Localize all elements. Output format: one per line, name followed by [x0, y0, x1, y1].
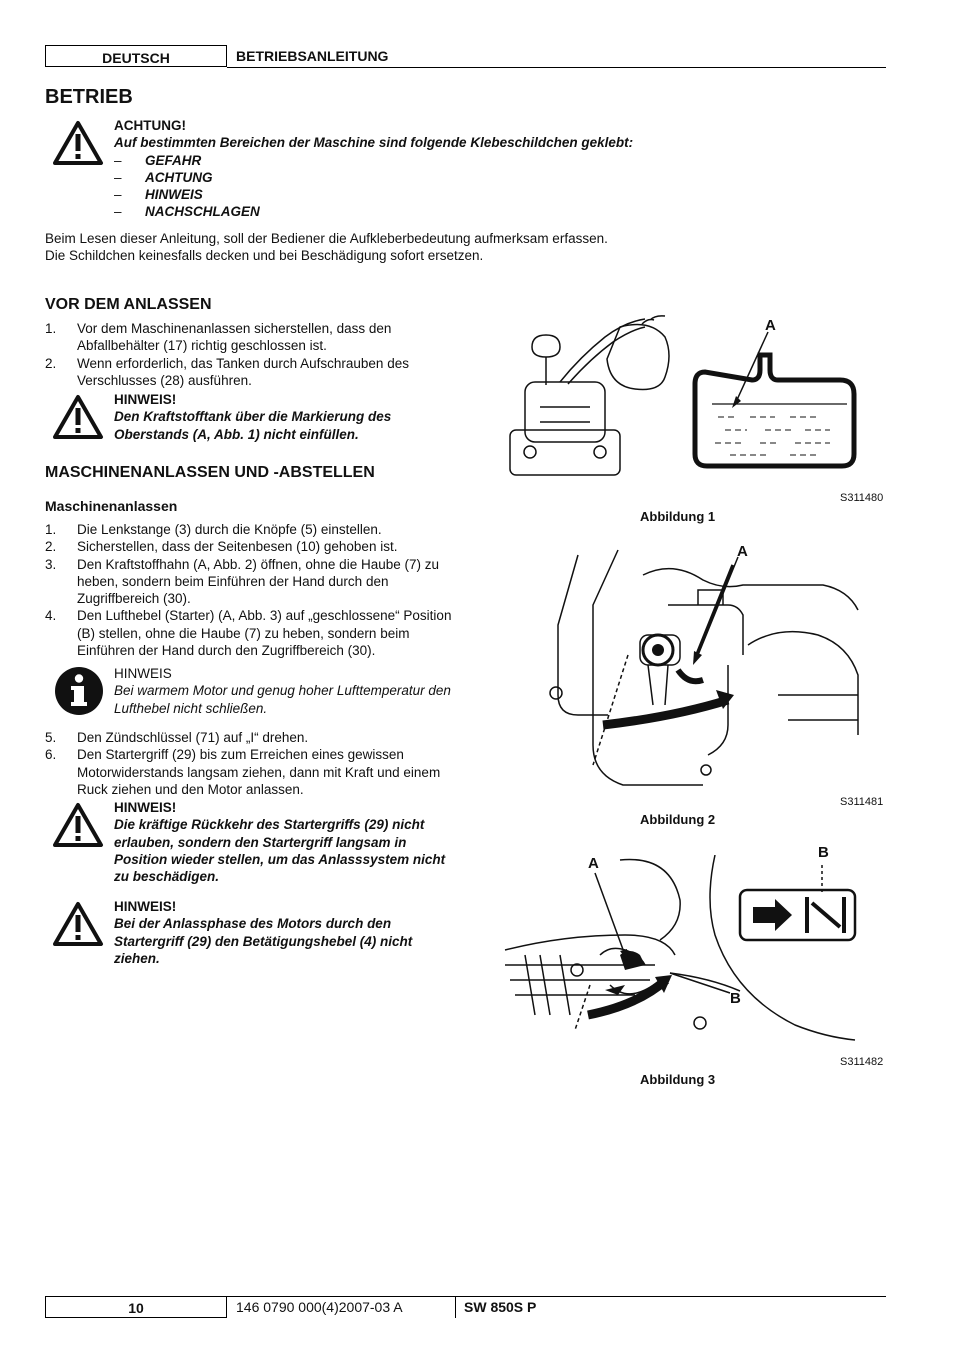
warning-triangle-icon [52, 901, 104, 947]
footer-separator [455, 1296, 456, 1318]
list-item: – GEFAHR [114, 152, 714, 169]
info-label: HINWEIS [114, 666, 172, 681]
warning-notice [114, 117, 714, 221]
figure-3-label-a: A [588, 855, 599, 872]
starter-note [114, 799, 459, 885]
lever-note [114, 898, 459, 967]
note-label: HINWEIS! [114, 800, 177, 815]
warning-text: Auf bestimmten Bereichen der Maschine sind folgende Klebeschildchen geklebt: [114, 135, 634, 151]
info-text: Bei warmem Motor und genug hoher Lufttemperatur den Lufthebel nicht schließen. [114, 683, 451, 716]
header-language: DEUTSCH [45, 45, 227, 67]
warning-triangle-icon [52, 802, 104, 848]
sticker-list [114, 152, 714, 221]
step-item: 2. Sicherstellen, dass der Seitenbesen (10) gehoben ist. [45, 539, 398, 555]
intro-paragraph [45, 230, 865, 265]
list-item: – NACHSCHLAGEN [114, 203, 714, 220]
figure-1-illustration [500, 312, 870, 477]
intro-line: Die Schildchen keinesfalls decken und bei Beschädigung sofort ersetzen. [45, 248, 484, 264]
warning-triangle-icon [52, 120, 104, 166]
header-rule [227, 67, 886, 68]
fuel-tank-shape [525, 382, 605, 442]
list-item: – HINWEIS [114, 186, 714, 203]
figure-3-label-b-top: B [818, 844, 829, 861]
figure-2-code: S311481 [840, 796, 884, 808]
figure-2-caption: Abbildung 2 [640, 812, 716, 827]
info-icon [54, 666, 104, 716]
warning-triangle-icon [52, 394, 104, 440]
before-start-steps [45, 320, 455, 389]
step-item: 3. Den Kraftstoffhahn (A, Abb. 2) öffnen, ohne die Haube (7) zu heben, sondern beim Einführen der Hand durch den Zugriffbereich (30). [45, 556, 439, 607]
figure-1-caption: Abbildung 1 [640, 509, 716, 524]
figure-3-illustration [500, 855, 870, 1050]
note-label: HINWEIS! [114, 899, 177, 914]
step-item: 4. Den Lufthebel (Starter) (A, Abb. 3) auf „geschlossene“ Position (B) stellen, ohne die Haube (7) zu heben, sondern beim Einführen der Hand durch den Zugriffbereich (30). [45, 608, 452, 659]
note-text: Bei der Anlassphase des Motors durch den Startergriff (29) den Betätigungshebel (4) nicht ziehen. [114, 916, 413, 966]
section-title-start-stop: MASCHINENANLASSEN UND -ABSTELLEN [45, 464, 375, 481]
intro-line: Beim Lesen dieser Anleitung, soll der Bediener die Aufkleberbedeutung aufmerksam erfassen. [45, 231, 608, 246]
subsection-title: Maschinenanlassen [45, 498, 178, 514]
note-text: Die kräftige Rückkehr des Startergriffs (29) nicht erlauben, sondern den Startergriff langsam in Position wieder stellen, um das Anlasssystem nicht zu beschädigen. [114, 817, 446, 885]
figure-2-label-a: A [737, 543, 748, 560]
figure-1-code: S311480 [840, 492, 884, 504]
step-item: 2. Wenn erforderlich, das Tanken durch Aufschrauben des Verschlusses (28) ausführen. [45, 355, 409, 388]
step-item: 1. Die Lenkstange (3) durch die Knöpfe (5) einstellen. [45, 522, 382, 537]
note-text: Den Kraftstofftank über die Markierung des Oberstands (A, Abb. 1) nicht einfüllen. [114, 409, 392, 442]
warning-label: ACHTUNG! [114, 118, 186, 133]
figure-3-caption: Abbildung 3 [640, 1072, 716, 1087]
header-title: BETRIEBSANLEITUNG [236, 48, 389, 64]
model-name: SW 850S P [464, 1299, 537, 1315]
figure-3-label-b-bottom: B [730, 990, 741, 1007]
start-steps-b [45, 729, 460, 798]
page-number: 10 [45, 1296, 227, 1318]
page-title: BETRIEB [45, 86, 133, 108]
step-item: 1. Vor dem Maschinenanlassen sicherstellen, dass den Abfallbehälter (17) richtig geschlossen ist. [45, 321, 392, 354]
note-label: HINWEIS! [114, 392, 177, 407]
figure-3-code: S311482 [840, 1056, 884, 1068]
fuel-note [114, 391, 424, 443]
list-item: – ACHTUNG [114, 169, 714, 186]
step-item: 6. Den Startergriff (29) bis zum Erreichen eines gewissen Motorwiderstands langsam ziehen, dann mit Kraft und einem Ruck ziehen und den Motor anlassen. [45, 747, 441, 797]
section-title-before-start: VOR DEM ANLASSEN [45, 296, 212, 313]
start-steps-a [45, 521, 460, 659]
figure-1-label-a: A [765, 317, 776, 334]
figure-2-illustration [548, 545, 888, 790]
step-item: 5. Den Zündschlüssel (71) auf „I“ drehen. [45, 730, 309, 745]
info-note [114, 665, 464, 717]
document-number: 146 0790 000(4)2007-03 A [236, 1299, 403, 1315]
